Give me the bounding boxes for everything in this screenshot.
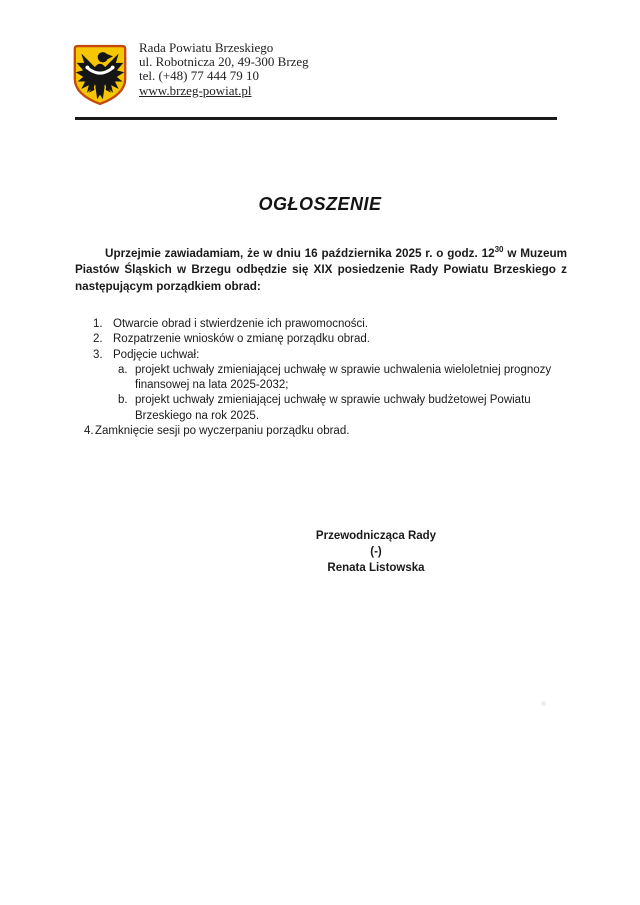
time-superscript: 30 [494, 244, 504, 254]
list-item [0, 348, 640, 363]
coat-of-arms-icon [72, 42, 128, 108]
signature-mark: (-) [370, 545, 382, 558]
signature-role: Przewodnicząca Rady [315, 530, 437, 542]
intro-text-after-sup: w Muzeum Piastów Śląskich w Brzegu odbędzie się XIX posiedzenie Rady Powiatu Brzeskiego z następującym porządkiem obrad: [75, 246, 567, 293]
org-phone: tel. (+48) 77 444 79 10 [139, 68, 259, 84]
signature-name: Renata Listowska [327, 561, 425, 574]
org-name: Rada Powiatu Brzeskiego [139, 40, 274, 55]
letterhead-divider [75, 117, 557, 120]
list-subitem [0, 363, 640, 394]
list-item-text: Podjęcie uchwał: [113, 348, 200, 361]
org-website: www.brzeg-powiat.pl [139, 82, 252, 98]
list-item [0, 424, 640, 439]
list-item-text: projekt uchwały zmieniającej uchwałę w sprawie uchwalenia wieloletniej prognozy finansowej na lata 2025-2032; [135, 363, 552, 392]
list-item-marker: a. [118, 363, 128, 376]
list-item-text: Zamknięcie sesji po wyczerpaniu porządku obrad. [95, 425, 350, 438]
intro-paragraph [75, 246, 567, 296]
list-item-marker: 4. [84, 425, 94, 438]
letterhead-contact-block [139, 41, 309, 98]
list-item-text: projekt uchwały zmieniającej uchwałę w sprawie uchwały budżetowej Powiatu Brzeskiego na rok 2025. [135, 394, 531, 422]
list-item-marker: 3. [93, 348, 103, 361]
list-item [0, 317, 640, 332]
list-item-marker: 2. [93, 333, 103, 346]
list-item [0, 332, 640, 347]
list-item-text: Otwarcie obrad i stwierdzenie ich prawomocności. [113, 318, 369, 330]
signature-block [276, 529, 476, 576]
list-item-marker: 1. [93, 318, 103, 330]
list-item-text: Rozpatrzenie wniosków o zmianę porządku obrad. [113, 333, 370, 346]
list-subitem [0, 393, 640, 424]
agenda-list [0, 317, 640, 439]
document-title: OGŁOSZENIE [258, 194, 382, 214]
scan-artifact [541, 701, 546, 706]
org-address: ul. Robotnicza 20, 49-300 Brzeg [139, 54, 309, 70]
intro-text-before-sup: Uprzejmie zawiadamiam, że w dniu 16 października 2025 r. o godz. 12 [105, 246, 495, 260]
list-item-marker: b. [118, 394, 128, 407]
